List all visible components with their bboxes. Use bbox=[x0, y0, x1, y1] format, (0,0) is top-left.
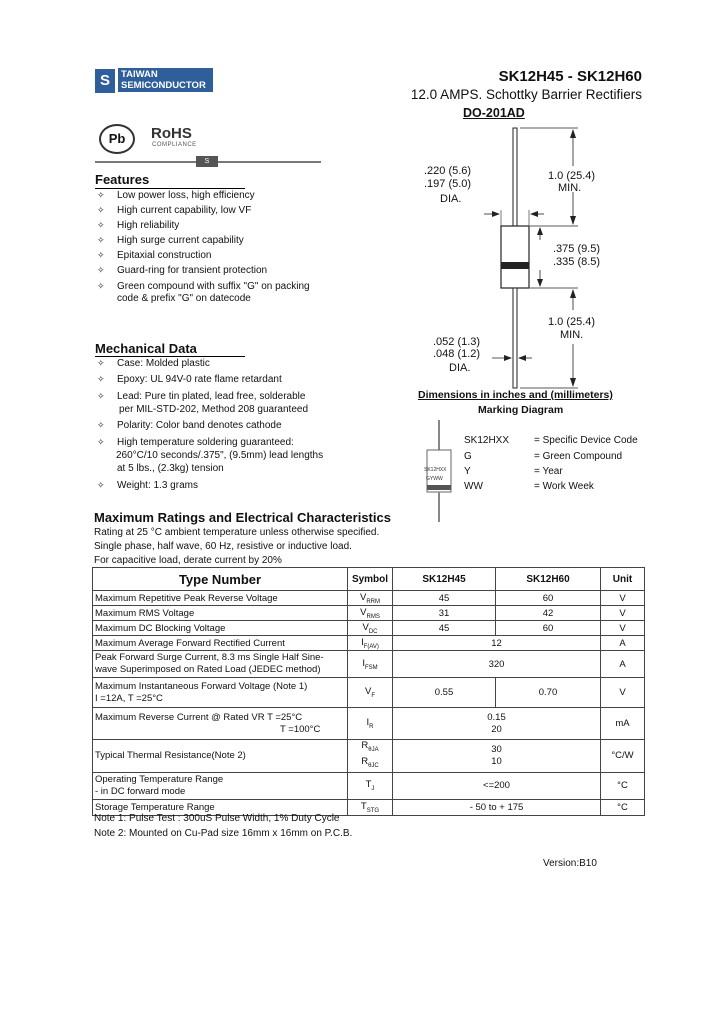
header-part-1: SK12H45 bbox=[393, 568, 496, 591]
param-name: Maximum Repetitive Peak Reverse Voltage bbox=[93, 591, 348, 606]
feature-item: ✧ High reliability bbox=[97, 220, 180, 231]
marking-desc: = Specific Device Code bbox=[534, 435, 638, 446]
mechanical-heading: Mechanical Data bbox=[95, 341, 197, 356]
diode-body bbox=[501, 226, 529, 288]
param-symbol: $V_F$ bbox=[348, 678, 393, 708]
marking-desc: = Green Compound bbox=[534, 451, 623, 462]
bullet-diamond-icon: ✧ bbox=[97, 374, 105, 384]
bullet-diamond-icon: ✧ bbox=[97, 235, 105, 245]
marking-code: Y bbox=[464, 466, 471, 477]
company-logo-mark: S bbox=[95, 69, 115, 93]
param-value: 31 bbox=[393, 606, 496, 621]
param-symbol: $T_J$ bbox=[348, 772, 393, 799]
param-symbol: $I_{FSM}$ bbox=[348, 651, 393, 678]
rohs-sub-label: COMPLIANCE bbox=[152, 142, 197, 148]
param-name: Maximum RMS Voltage bbox=[93, 606, 348, 621]
param-symbol: $R_{\theta JA}$ $R_{\theta JC}$ bbox=[348, 740, 393, 773]
dimensions-caption: Dimensions in inches and (millimeters) bbox=[418, 389, 613, 401]
bullet-diamond-icon: ✧ bbox=[97, 358, 105, 368]
param-symbol: $T_{STG}$ bbox=[348, 799, 393, 815]
param-symbol: $V_{RRM}$ bbox=[348, 591, 393, 606]
bottom-lead-min: MIN. bbox=[560, 329, 584, 341]
param-unit: A bbox=[601, 636, 645, 651]
mechanical-item: ✧ Epoxy: UL 94V-0 rate flame retardant bbox=[97, 374, 282, 385]
param-name: Typical Thermal Resistance(Note 2) bbox=[93, 740, 348, 773]
marking-body-date: GYWW bbox=[426, 476, 443, 482]
param-unit: V bbox=[601, 621, 645, 636]
body-diameter-min: .197 (5.0) bbox=[424, 178, 472, 190]
header-type-number: Type Number bbox=[93, 568, 348, 591]
bullet-diamond-icon: ✧ bbox=[97, 265, 105, 275]
features-heading: Features bbox=[95, 172, 150, 187]
param-name: Maximum Instantaneous Forward Voltage (Note 1) I =12A, T =25°C bbox=[93, 678, 348, 708]
mechanical-item-continued: per MIL-STD-202, Method 208 guaranteed bbox=[119, 404, 308, 415]
param-value: 0.15 20 bbox=[393, 708, 601, 740]
feature-item: ✧ Green compound with suffix "G" on packing bbox=[97, 281, 310, 292]
bullet-diamond-icon: ✧ bbox=[97, 391, 105, 401]
mechanical-item: ✧ Polarity: Color band denotes cathode bbox=[97, 420, 282, 431]
header-unit: Unit bbox=[601, 568, 645, 591]
marking-diagram-title: Marking Diagram bbox=[478, 404, 564, 416]
pb-free-icon: Pb bbox=[99, 124, 135, 154]
table-row bbox=[93, 772, 645, 799]
param-unit: mA bbox=[601, 708, 645, 740]
param-unit: V bbox=[601, 678, 645, 708]
param-value: 12 bbox=[393, 636, 601, 651]
cathode-band bbox=[501, 262, 529, 269]
param-value: 60 bbox=[496, 591, 601, 606]
param-name: Maximum Reverse Current @ Rated VR T =25°C T =100°C bbox=[93, 708, 348, 740]
param-value: 0.55 bbox=[393, 678, 496, 708]
body-diameter-max: .220 (5.6) bbox=[424, 165, 472, 177]
param-unit: °C/W bbox=[601, 740, 645, 773]
param-value: - 50 to + 175 bbox=[393, 799, 601, 815]
footnote-1: Note 1: Pulse Test : 300uS Pulse Width, 1% Duty Cycle bbox=[94, 813, 340, 824]
feature-item: ✧ Low power loss, high efficiency bbox=[97, 190, 255, 201]
param-name: Operating Temperature Range - in DC forward mode bbox=[93, 772, 348, 799]
param-value: 45 bbox=[393, 621, 496, 636]
param-value: 60 bbox=[496, 621, 601, 636]
feature-item: ✧ High surge current capability bbox=[97, 235, 244, 246]
param-unit: A bbox=[601, 651, 645, 678]
header-part-2: SK12H60 bbox=[496, 568, 601, 591]
ratings-table bbox=[92, 567, 645, 816]
param-name: Maximum Average Forward Rectified Current bbox=[93, 636, 348, 651]
param-symbol: $V_{RMS}$ bbox=[348, 606, 393, 621]
top-lead bbox=[513, 128, 517, 226]
table-row bbox=[93, 678, 645, 708]
table-row bbox=[93, 591, 645, 606]
table-row bbox=[93, 636, 645, 651]
marking-code: G bbox=[464, 451, 472, 462]
param-value: 30 10 bbox=[393, 740, 601, 773]
table-row bbox=[93, 708, 645, 740]
param-unit: °C bbox=[601, 772, 645, 799]
param-value: 42 bbox=[496, 606, 601, 621]
feature-item: ✧ High current capability, low VF bbox=[97, 205, 252, 216]
bullet-diamond-icon: ✧ bbox=[97, 190, 105, 200]
param-value: <=200 bbox=[393, 772, 601, 799]
param-unit: V bbox=[601, 591, 645, 606]
wire-diameter-max: .052 (1.3) bbox=[433, 336, 481, 348]
logo-line-2: SEMICONDUCTOR bbox=[121, 80, 206, 91]
rating-condition: For capacitive load, derate current by 20% bbox=[94, 555, 282, 566]
param-name: Maximum DC Blocking Voltage bbox=[93, 621, 348, 636]
part-subtitle: 12.0 AMPS. Schottky Barrier Rectifiers bbox=[410, 87, 642, 102]
bottom-lead-length: 1.0 (25.4) bbox=[548, 316, 596, 328]
version-label: Version:B10 bbox=[543, 858, 597, 869]
marking-code: SK12HXX bbox=[464, 435, 510, 446]
param-value: 45 bbox=[393, 591, 496, 606]
mechanical-item: ✧ Case: Molded plastic bbox=[97, 358, 210, 369]
marking-body-code: SK12HXX bbox=[424, 467, 447, 473]
bullet-diamond-icon: ✧ bbox=[97, 480, 105, 490]
body-length-max: .375 (9.5) bbox=[553, 243, 601, 255]
body-length-min: .335 (8.5) bbox=[553, 256, 601, 268]
param-symbol: $V_{DC}$ bbox=[348, 621, 393, 636]
param-symbol: $I_R$ bbox=[348, 708, 393, 740]
marking-desc: = Work Week bbox=[534, 481, 594, 492]
body-diameter-label: DIA. bbox=[440, 193, 462, 205]
mechanical-item: ✧ High temperature soldering guaranteed: bbox=[97, 437, 294, 448]
bullet-diamond-icon: ✧ bbox=[97, 250, 105, 260]
feature-item: ✧ Epitaxial construction bbox=[97, 250, 212, 261]
table-header-row bbox=[93, 568, 645, 591]
marking-desc: = Year bbox=[534, 466, 563, 477]
table-row bbox=[93, 740, 645, 773]
header-symbol: Symbol bbox=[348, 568, 393, 591]
param-unit: °C bbox=[601, 799, 645, 815]
table-row bbox=[93, 606, 645, 621]
mechanical-item: ✧ Lead: Pure tin plated, lead free, solderable bbox=[97, 391, 306, 402]
param-value: 0.70 bbox=[496, 678, 601, 708]
bottom-lead bbox=[513, 288, 517, 388]
top-lead-length: 1.0 (25.4) bbox=[548, 170, 596, 182]
package-name: DO-201AD bbox=[463, 106, 525, 120]
param-name: Storage Temperature Range bbox=[93, 799, 348, 815]
part-title: SK12H45 - SK12H60 bbox=[498, 68, 642, 85]
footnote-2: Note 2: Mounted on Cu-Pad size 16mm x 16mm on P.C.B. bbox=[94, 828, 353, 839]
mechanical-item: ✧ Weight: 1.3 grams bbox=[97, 480, 198, 491]
wire-diameter-min: .048 (1.2) bbox=[433, 348, 481, 360]
table-row bbox=[93, 651, 645, 678]
divider-logo-mark: S bbox=[196, 156, 218, 167]
bullet-diamond-icon: ✧ bbox=[97, 437, 105, 447]
logo-line-1: TAIWAN bbox=[121, 69, 158, 80]
bullet-diamond-icon: ✧ bbox=[97, 220, 105, 230]
company-logo-text bbox=[118, 68, 213, 92]
param-unit: V bbox=[601, 606, 645, 621]
marking-code: WW bbox=[464, 481, 483, 492]
mechanical-item-continued: 260°C/10 seconds/.375", (9.5mm) lead lengths bbox=[116, 450, 324, 461]
feature-item-continued: code & prefix "G" on datecode bbox=[117, 293, 251, 304]
mechanical-list bbox=[97, 357, 367, 494]
ratings-heading: Maximum Ratings and Electrical Characteristics bbox=[94, 510, 391, 525]
bullet-diamond-icon: ✧ bbox=[97, 420, 105, 430]
features-list bbox=[97, 189, 357, 305]
param-symbol: $I_{F(AV)}$ bbox=[348, 636, 393, 651]
bullet-diamond-icon: ✧ bbox=[97, 281, 105, 291]
wire-diameter-label: DIA. bbox=[449, 362, 471, 374]
param-value: 320 bbox=[393, 651, 601, 678]
rating-condition: Single phase, half wave, 60 Hz, resistive or inductive load. bbox=[94, 541, 352, 552]
feature-item: ✧ Guard-ring for transient protection bbox=[97, 265, 268, 276]
top-lead-min: MIN. bbox=[558, 182, 582, 194]
mechanical-item-continued: at 5 lbs., (2.3kg) tension bbox=[117, 463, 224, 474]
rohs-label: RoHS bbox=[151, 125, 192, 142]
param-name: Peak Forward Surge Current, 8.3 ms Single Half Sine- wave Superimposed on Rated Load (JEDEC method) bbox=[93, 651, 348, 678]
rating-condition: Rating at 25 °C ambient temperature unless otherwise specified. bbox=[94, 527, 380, 538]
table-row bbox=[93, 621, 645, 636]
bullet-diamond-icon: ✧ bbox=[97, 205, 105, 215]
